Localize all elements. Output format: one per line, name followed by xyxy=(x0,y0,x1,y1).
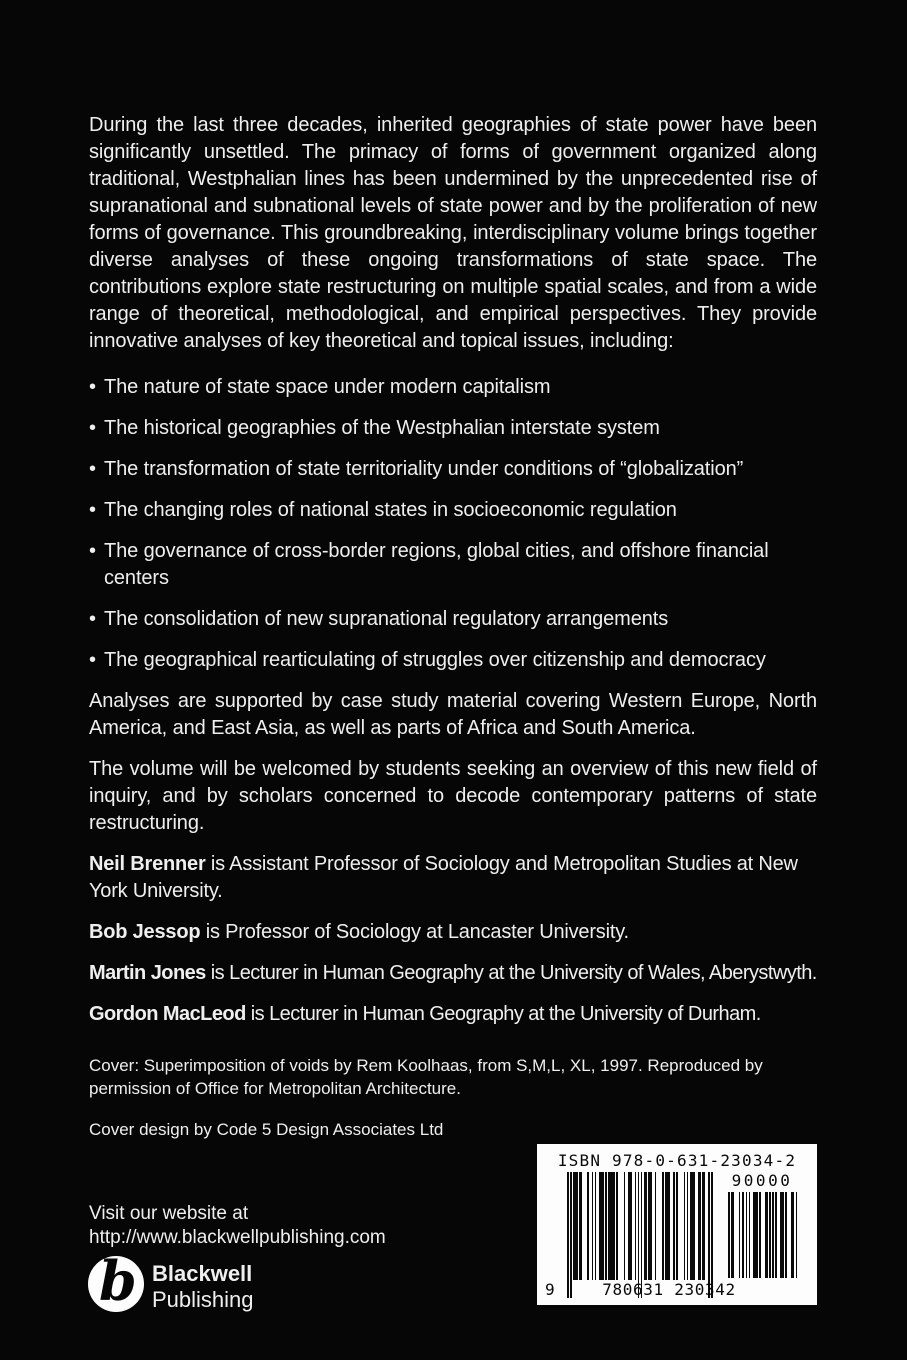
bullet-icon: • xyxy=(89,499,96,521)
price-code: 90000 xyxy=(731,1171,793,1190)
contributor-bio xyxy=(89,851,817,905)
isbn-barcode-panel xyxy=(537,1144,817,1305)
list-item-text: The governance of cross-border regions, global cities, and offshore financial centers xyxy=(104,540,769,589)
list-item-text: The changing roles of national states in socioeconomic regulation xyxy=(104,499,677,521)
bullet-icon: • xyxy=(89,458,96,480)
publisher-logo xyxy=(88,1256,254,1313)
cover-design-credit: Cover design by Code 5 Design Associates Ltd xyxy=(89,1120,444,1139)
bullet-icon: • xyxy=(89,649,96,671)
ean13-digits-right: 230342 xyxy=(674,1280,736,1299)
contributor-bio xyxy=(89,1001,817,1028)
blackwell-logo-icon xyxy=(88,1256,144,1312)
logo-letter: b xyxy=(99,1256,137,1312)
bullet-icon: • xyxy=(89,417,96,439)
contributor-description: is Lecturer in Human Geography at the University of Durham. xyxy=(245,1003,761,1025)
ean13-digit-prefix: 9 xyxy=(545,1280,556,1299)
bullet-icon: • xyxy=(89,540,96,562)
list-item xyxy=(89,497,817,524)
publisher-division: Publishing xyxy=(152,1287,254,1312)
list-item xyxy=(89,456,817,483)
contributor-bio xyxy=(89,919,817,946)
contributor-bio xyxy=(89,960,817,987)
website-info xyxy=(89,1202,386,1250)
list-item xyxy=(89,538,817,592)
blurb-section xyxy=(89,112,817,1141)
blurb-paragraph-1: During the last three decades, inherited geographies of state power have been significantly unsettled. The primacy of forms of government organized along traditional, Westphalian lines has been undermined by the unprecedented rise of supranational and subnational levels of state power and by the proliferation of new forms of governance. This groundbreaking, interdisciplinary volume brings together diverse analyses of these ongoing transformations of state space. The contributions explore state restructuring on multiple spatial scales, and from a wide range of theoretical, methodological, and empirical perspectives. They provide innovative analyses of key theoretical and topical issues, including: xyxy=(89,114,817,352)
contributor-name: Martin Jones xyxy=(89,962,206,984)
topics-list xyxy=(89,374,817,674)
supplemental-barcode xyxy=(727,1192,797,1278)
website-label: Visit our website at xyxy=(89,1203,249,1224)
list-item xyxy=(89,647,817,674)
blurb-paragraph-2: Analyses are supported by case study material covering Western Europe, North America, and East Asia, as well as parts of Africa and South America. xyxy=(89,690,817,739)
publisher-name: Blackwell xyxy=(152,1261,253,1286)
list-item-text: The transformation of state territoriality under conditions of “globalization” xyxy=(104,458,744,480)
contributor-name: Bob Jessop xyxy=(89,921,201,943)
publisher-wordmark xyxy=(152,1256,254,1313)
contributor-description: is Lecturer in Human Geography at the University of Wales, Aberystwyth. xyxy=(205,962,817,984)
bullet-icon: • xyxy=(89,608,96,630)
list-item xyxy=(89,606,817,633)
contributor-description: is Professor of Sociology at Lancaster University. xyxy=(200,921,629,943)
contributor-name: Gordon MacLeod xyxy=(89,1003,246,1025)
website-url[interactable]: http://www.blackwellpublishing.com xyxy=(89,1227,386,1248)
list-item-text: The nature of state space under modern capitalism xyxy=(104,376,551,398)
isbn-number: ISBN 978-0-631-23034-2 xyxy=(557,1151,797,1170)
contributor-name: Neil Brenner xyxy=(89,853,206,875)
list-item-text: The consolidation of new supranational regulatory arrangements xyxy=(104,608,669,630)
list-item xyxy=(89,374,817,401)
contributor-description: is Assistant Professor of Sociology and Metropolitan Studies at New York University. xyxy=(89,853,798,902)
list-item xyxy=(89,415,817,442)
blurb-paragraph-3: The volume will be welcomed by students seeking an overview of this new field of inquiry, and by scholars concerned to decode contemporary patterns of state restructuring. xyxy=(89,758,817,834)
list-item-text: The historical geographies of the Westphalian interstate system xyxy=(104,417,660,439)
list-item-text: The geographical rearticulating of struggles over citizenship and democracy xyxy=(104,649,766,671)
cover-credit: Cover: Superimposition of voids by Rem Koolhaas, from S,M,L, XL, 1997. Reproduced by permission of Office for Metropolitan Architecture. xyxy=(89,1056,763,1098)
bullet-icon: • xyxy=(89,376,96,398)
ean13-digits-left: 780631 xyxy=(602,1280,664,1299)
